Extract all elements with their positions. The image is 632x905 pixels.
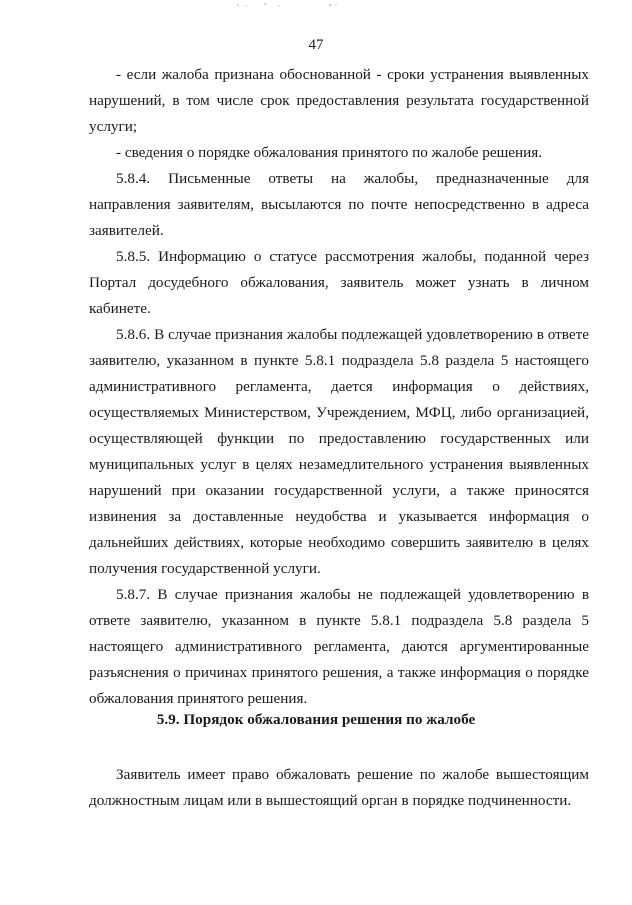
- paragraph-5-8-4: 5.8.4. Письменные ответы на жалобы, предназначенные для направления заявителям, высылаются по почте непосредственно в адреса заявителей.: [89, 170, 589, 239]
- section-heading: 5.9. Порядок обжалования решения по жалобе: [156, 711, 476, 728]
- scan-artifact: [232, 0, 352, 10]
- paragraph-5-8-6: 5.8.6. В случае признания жалобы подлежащей удовлетворению в ответе заявителю, указанном в пункте 5.8.1 подраздела 5.8 раздела 5 настоящего административного регламента, дается информация о действиях, осуществляемых Министерством, Учреждением, МФЦ, либо организацией, осуществляющей функции по предоставлению государственных или муниципальных услуг в целях незамедлительного устранения выявленных нарушений при оказании государственной услуги, а также приносятся извинения за доставленные неудобства и указывается информация о дальнейших действиях, которые необходимо совершить заявителю в целях получения государственной услуги.: [89, 326, 589, 577]
- body-text: [89, 62, 589, 712]
- paragraph-right-to-appeal: Заявитель имеет право обжаловать решение по жалобе вышестоящим должностным лицам или в вышестоящий орган в порядке подчиненности.: [89, 766, 589, 809]
- page-number: 47: [308, 37, 324, 53]
- paragraph-5-8-7: 5.8.7. В случае признания жалобы не подлежащей удовлетворению в ответе заявителю, указанном в пункте 5.8.1 подраздела 5.8 раздела 5 настоящего административного регламента, даются аргументированные разъяснения о причинах принятого решения, а также информация о порядке обжалования принятого решения.: [89, 586, 589, 707]
- paragraph-complaint-valid: - если жалоба признана обоснованной - сроки устранения выявленных нарушений, в том числе срок предоставления результата государственной услуги;: [89, 66, 589, 135]
- paragraph-5-8-5: 5.8.5. Информацию о статусе рассмотрения жалобы, поданной через Портал досудебного обжалования, заявитель может узнать в личном кабинете.: [89, 248, 589, 317]
- paragraph-appeal-info: - сведения о порядке обжалования принятого по жалобе решения.: [116, 144, 543, 161]
